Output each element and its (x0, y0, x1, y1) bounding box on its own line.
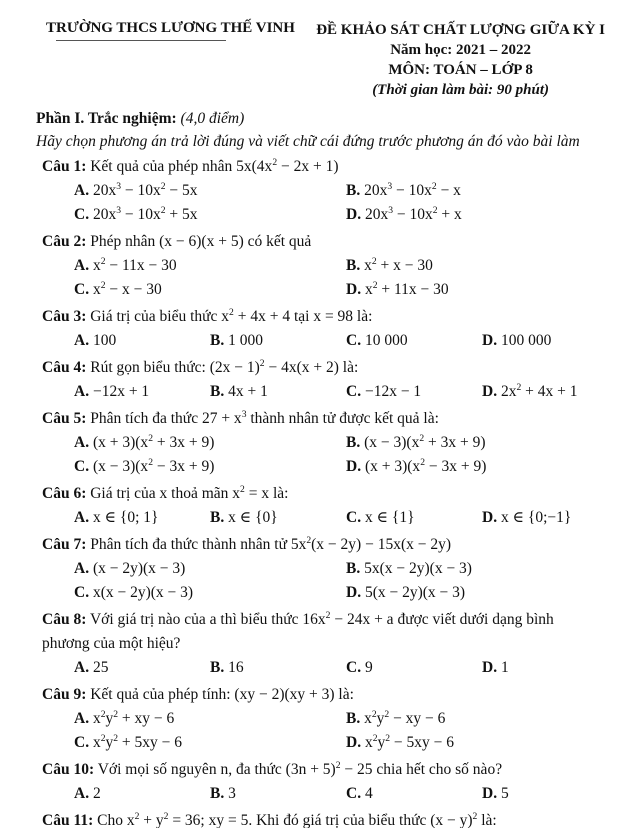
option-text: 5(x − 2y)(x − 3) (364, 584, 466, 601)
question-2-option-B (346, 254, 605, 278)
question-1-option-D (346, 203, 605, 227)
option-text: x ∈ {1} (364, 509, 415, 526)
option-text: 4 (364, 785, 373, 802)
option-key: A. (74, 710, 90, 727)
question-2 (42, 230, 605, 302)
option-text: $(x + 3)(x^2 - 3x + 9)$ (364, 456, 487, 475)
option-key: B. (346, 182, 361, 199)
question-line (42, 758, 605, 782)
question-label: Câu 3: (42, 308, 87, 325)
question-3-option-D (482, 329, 605, 353)
question-line (42, 305, 605, 329)
option-key: B. (346, 710, 361, 727)
option-text: $x^2 + x - 30$ (364, 255, 433, 274)
question-options (74, 707, 605, 755)
question-options (74, 380, 605, 404)
question-3 (42, 305, 605, 353)
option-text: $x^2y^2$ + xy − 6 (92, 708, 175, 727)
question-label: Câu 4: (42, 359, 87, 376)
option-key: C. (74, 206, 90, 223)
question-7-option-B (346, 557, 605, 581)
option-key: C. (74, 281, 90, 298)
option-key: D. (482, 785, 498, 802)
question-options (74, 557, 605, 605)
question-7 (42, 533, 605, 605)
option-key: B. (210, 332, 225, 349)
option-text: 10 000 (364, 332, 408, 349)
school-name: TRƯỜNG THCS LƯƠNG THẾ VINH (46, 20, 295, 36)
question-9 (42, 683, 605, 755)
question-3-option-C (346, 329, 482, 353)
option-key: C. (346, 383, 362, 400)
option-key: C. (74, 584, 90, 601)
option-key: A. (74, 182, 90, 199)
option-key: D. (346, 584, 362, 601)
option-text: x ∈ {0;−1} (500, 509, 572, 526)
question-text: Với mọi số nguyên n, đa thức $(3n + 5)^2 - 25$ chia hết cho số nào? (97, 759, 503, 778)
option-text: 16 (228, 659, 244, 676)
question-10-option-B (210, 782, 346, 806)
question-text: Rút gọn biểu thức: $(2x - 1)^2 - 4x(x + 2)$ là: (90, 357, 359, 376)
option-key: D. (482, 332, 498, 349)
question-8-option-C (346, 656, 482, 680)
exam-header (40, 20, 605, 100)
option-text: $x^2y^2 + 5xy - 6$ (92, 732, 183, 751)
question-line (42, 608, 605, 656)
question-8-option-D (482, 656, 605, 680)
option-text: −12x − 1 (364, 383, 422, 400)
option-key: A. (74, 509, 90, 526)
question-line (42, 407, 605, 431)
question-list (40, 155, 605, 828)
option-key: A. (74, 560, 90, 577)
option-text: 1 000 (228, 332, 263, 349)
question-5 (42, 407, 605, 479)
part-heading (36, 108, 605, 130)
option-text: x(x − 2y)(x − 3) (92, 584, 194, 601)
question-5-option-D (346, 455, 605, 479)
question-9-option-A (74, 707, 346, 731)
option-text: $x^2 + 11x - 30$ (364, 279, 449, 298)
option-key: D. (482, 659, 498, 676)
question-options (74, 329, 605, 353)
question-10-option-D (482, 782, 605, 806)
option-text: $2x^2 + 4x + 1$ (500, 381, 578, 400)
option-text: $20x^3 - 10x^2 - x$ (364, 180, 461, 199)
question-6-option-B (210, 506, 346, 530)
option-text: $20x^3 - 10x^2 + x$ (364, 204, 462, 223)
question-4-option-B (210, 380, 346, 404)
option-key: B. (346, 257, 361, 274)
question-7-option-D (346, 581, 605, 605)
option-key: A. (74, 659, 90, 676)
question-8-option-A (74, 656, 210, 680)
option-text: 25 (92, 659, 109, 676)
question-9-option-C (74, 731, 346, 755)
question-label: Câu 1: (42, 158, 87, 175)
option-key: B. (346, 434, 361, 451)
question-1-option-B (346, 179, 605, 203)
question-1 (42, 155, 605, 227)
question-7-option-C (74, 581, 346, 605)
option-key: B. (210, 659, 225, 676)
question-text: Kết quả của phép tính: (xy − 2)(xy + 3) là: (90, 686, 354, 703)
question-10 (42, 758, 605, 806)
question-label: Câu 5: (42, 410, 87, 427)
question-text: Với giá trị nào của a thì biểu thức $16x^2 - 24x + a$ được viết dưới dạng bình phương của một hiệu? (42, 609, 554, 652)
question-label: Câu 2: (42, 233, 87, 250)
option-text: 3 (228, 785, 236, 802)
option-key: C. (346, 659, 362, 676)
question-2-option-A (74, 254, 346, 278)
option-key: B. (210, 785, 225, 802)
question-options (74, 656, 605, 680)
school-year: Năm học: 2021 – 2022 (390, 42, 532, 58)
option-key: A. (74, 332, 90, 349)
part-heading-title: Phần I. Trắc nghiệm: (36, 110, 177, 127)
option-key: A. (74, 257, 90, 274)
question-label: Câu 8: (42, 611, 87, 628)
exam-title: ĐỀ KHẢO SÁT CHẤT LƯỢNG GIỮA KỲ I (316, 22, 605, 38)
question-line (42, 356, 605, 380)
question-label: Câu 10: (42, 761, 95, 778)
option-text: $(x - 3)(x^2 + 3x + 9)$ (364, 432, 486, 451)
option-text: $20x^3 - 10x^2 - 5x$ (92, 180, 198, 199)
option-key: A. (74, 785, 90, 802)
option-key: D. (346, 206, 362, 223)
option-text: 9 (364, 659, 373, 676)
question-8 (42, 608, 605, 680)
option-text: 1 (500, 659, 509, 676)
option-key: C. (346, 785, 362, 802)
question-text: Phân tích đa thức $27 + x^3$ thành nhân tử được kết quả là: (90, 408, 439, 427)
question-2-option-C (74, 278, 346, 302)
question-line (42, 533, 605, 557)
option-text: (x − 2y)(x − 3) (92, 560, 186, 577)
question-6 (42, 482, 605, 530)
question-options (74, 506, 605, 530)
option-text: 5x(x − 2y)(x − 3) (364, 560, 472, 577)
option-text: $20x^3 - 10x^2 + 5x$ (92, 204, 198, 223)
question-1-option-C (74, 203, 346, 227)
header-right (316, 20, 605, 100)
question-6-option-C (346, 506, 482, 530)
question-text: Phép nhân (x − 6)(x + 5) có kết quả (90, 233, 312, 250)
option-text: $x^2y^2 - 5xy - 6$ (364, 732, 455, 751)
question-7-option-A (74, 557, 346, 581)
question-4 (42, 356, 605, 404)
question-label: Câu 11: (42, 812, 94, 828)
option-key: B. (210, 509, 225, 526)
header-left (40, 20, 295, 37)
question-text: Phân tích đa thức thành nhân tử $5x^2(x - 2y) - 15x(x - 2y)$ (90, 534, 452, 553)
question-6-option-D (482, 506, 605, 530)
part-heading-points: (4,0 điểm) (180, 110, 245, 127)
question-3-option-A (74, 329, 210, 353)
option-key: D. (482, 509, 498, 526)
question-line (42, 809, 605, 828)
question-1-option-A (74, 179, 346, 203)
question-10-option-A (74, 782, 210, 806)
option-text: $(x + 3)(x^2 + 3x + 9)$ (92, 432, 215, 451)
question-5-option-B (346, 431, 605, 455)
option-key: B. (210, 383, 225, 400)
option-text: 100 000 (500, 332, 552, 349)
option-text: −12x + 1 (92, 383, 150, 400)
option-key: C. (74, 734, 90, 751)
question-4-option-A (74, 380, 210, 404)
question-options (74, 431, 605, 479)
option-key: C. (74, 458, 90, 475)
question-3-option-B (210, 329, 346, 353)
option-key: C. (346, 509, 362, 526)
question-text: Kết quả của phép nhân $5x(4x^2 - 2x + 1)$ (90, 156, 339, 175)
school-name-underline (56, 40, 226, 41)
question-6-option-A (74, 506, 210, 530)
option-text: $x^2 - x - 30$ (92, 279, 162, 298)
option-text: x ∈ {0} (228, 509, 278, 526)
question-options (74, 179, 605, 227)
option-key: A. (74, 383, 90, 400)
question-line (42, 683, 605, 707)
question-5-option-A (74, 431, 346, 455)
option-key: A. (74, 434, 90, 451)
question-text: Giá trị của biểu thức $x^2 + 4x + 4$ tại x = 98 là: (90, 306, 373, 325)
option-text: 5 (500, 785, 509, 802)
option-key: D. (346, 458, 362, 475)
question-label: Câu 6: (42, 485, 87, 502)
option-text: 2 (92, 785, 101, 802)
question-11 (42, 809, 605, 828)
question-line (42, 230, 605, 254)
question-options (74, 254, 605, 302)
question-text: Giá trị của x thoả mãn $x^2 = x$ là: (90, 483, 289, 502)
subject-grade: MÔN: TOÁN – LỚP 8 (388, 62, 533, 78)
exam-duration: (Thời gian làm bài: 90 phút) (372, 82, 550, 98)
option-text: $x^2y^2$ − xy − 6 (364, 708, 446, 727)
question-line (42, 482, 605, 506)
option-text: $x^2 - 11x - 30$ (92, 255, 177, 274)
question-10-option-C (346, 782, 482, 806)
question-4-option-D (482, 380, 605, 404)
question-5-option-C (74, 455, 346, 479)
question-text: Cho $x^2 + y^2 = 36$; xy = 5. Khi đó giá trị của biểu thức $(x - y)^2$ là: (97, 810, 497, 828)
question-label: Câu 9: (42, 686, 87, 703)
option-key: B. (346, 560, 361, 577)
question-label: Câu 7: (42, 536, 87, 553)
question-2-option-D (346, 278, 605, 302)
question-9-option-B (346, 707, 605, 731)
option-key: D. (346, 734, 362, 751)
option-text: x ∈ {0; 1} (92, 509, 159, 526)
option-text: 4x + 1 (228, 383, 268, 400)
question-4-option-C (346, 380, 482, 404)
question-options (74, 782, 605, 806)
option-text: 100 (92, 332, 117, 349)
question-line (42, 155, 605, 179)
option-key: C. (346, 332, 362, 349)
question-9-option-D (346, 731, 605, 755)
option-key: D. (482, 383, 498, 400)
part-instruction: Hãy chọn phương án trả lời đúng và viết chữ cái đứng trước phương án đó vào bài làm (36, 133, 580, 150)
option-key: D. (346, 281, 362, 298)
question-8-option-B (210, 656, 346, 680)
option-text: $(x - 3)(x^2 - 3x + 9)$ (92, 456, 215, 475)
